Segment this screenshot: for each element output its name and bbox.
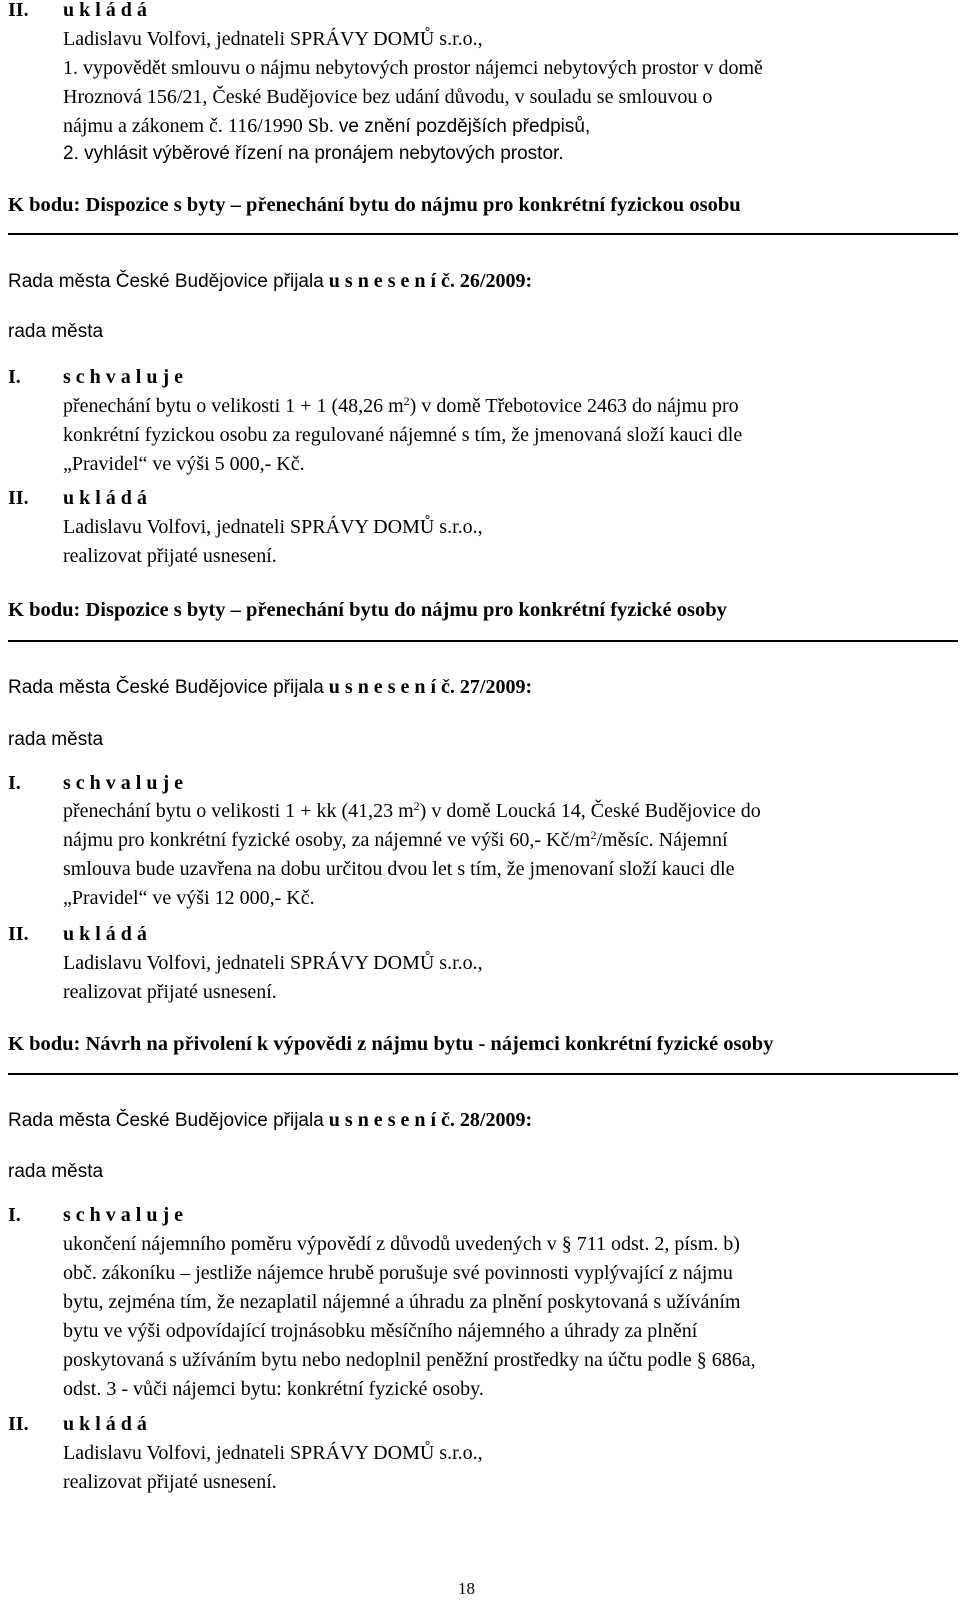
- text-run: nájmu pro konkrétní fyzické osoby, za nájemné ve výši 60,- Kč/m: [63, 829, 591, 851]
- text-run: /měsíc. Nájemní: [596, 829, 728, 851]
- resolution-intro: [8, 673, 532, 702]
- superscript: 2: [413, 799, 420, 813]
- section-heading: K bodu: Dispozice s byty – přenechání bytu do nájmu pro konkrétní fyzické osoby: [8, 599, 727, 621]
- item-text-line: [63, 797, 761, 825]
- resolution-action: u k l á d á: [63, 0, 147, 21]
- resolution-action: s c h v a l u j e: [63, 366, 183, 388]
- resolution-item-number: II.: [8, 923, 29, 945]
- intro-text: Rada města České Budějovice přijala: [8, 677, 324, 698]
- resolution-action: u k l á d á: [63, 1413, 147, 1435]
- section-divider: [8, 1073, 958, 1075]
- resolution-item-number: II.: [8, 487, 29, 509]
- resolution-action: s c h v a l u j e: [63, 772, 183, 794]
- council-label: rada města: [8, 729, 104, 750]
- item-text-sans: ve znění pozdějších předpisů,: [338, 116, 591, 137]
- item-text-line: bytu, zejména tím, že nezaplatil nájemné a úhradu za plnění poskytovaná s užíváním: [63, 1291, 741, 1313]
- item-text-line: „Pravidel“ ve výši 5 000,- Kč.: [63, 453, 305, 475]
- item-text-line: Hroznová 156/21, České Budějovice bez udání důvodu, v souladu se smlouvou o: [63, 86, 713, 108]
- item-text-line: [63, 392, 739, 420]
- resolution-number: č. 26/2009:: [441, 270, 533, 292]
- resolution-item-number: I.: [8, 772, 21, 794]
- addressee: Ladislavu Volfovi, jednateli SPRÁVY DOMŮ s.r.o.,: [63, 1442, 483, 1464]
- council-label: rada města: [8, 321, 104, 342]
- council-label: rada města: [8, 1161, 104, 1182]
- item-text-line: bytu ve výši odpovídající trojnásobku měsíčního nájemného a úhrady za plnění: [63, 1320, 698, 1342]
- page-number: 18: [458, 1579, 475, 1598]
- section-heading: K bodu: Dispozice s byty – přenechání bytu do nájmu pro konkrétní fyzickou osobu: [8, 194, 741, 216]
- resolution-number: č. 27/2009:: [441, 676, 533, 698]
- resolution-item-number: II.: [8, 0, 29, 21]
- item-text-line: [63, 112, 590, 141]
- text-run: ) v domě Třebotovice 2463 do nájmu pro: [409, 395, 739, 417]
- item-text-line: obč. zákoníku – jestliže nájemce hrubě porušuje své povinnosti vyplývající z nájmu: [63, 1262, 733, 1284]
- resolution-action: u k l á d á: [63, 923, 147, 945]
- resolution-number: č. 28/2009:: [441, 1109, 533, 1131]
- resolution-action: u k l á d á: [63, 487, 147, 509]
- resolution-item-number: II.: [8, 1413, 29, 1435]
- item-text-line: 1. vypovědět smlouvu o nájmu nebytových prostor nájemci nebytových prostor v domě: [63, 57, 763, 79]
- resolution-word: u s n e s e n í: [328, 270, 437, 292]
- resolution-item-number: I.: [8, 366, 21, 388]
- item-text-line: [63, 826, 728, 854]
- intro-text: Rada města České Budějovice přijala: [8, 271, 324, 292]
- item-text-line: odst. 3 - vůči nájemci bytu: konkrétní fyzické osoby.: [63, 1378, 484, 1400]
- item-text-line: „Pravidel“ ve výši 12 000,- Kč.: [63, 887, 315, 909]
- task-text: realizovat přijaté usnesení.: [63, 981, 277, 1003]
- superscript: 2: [590, 828, 597, 842]
- item-text-line: ukončení nájemního poměru výpovědí z důvodů uvedených v § 711 odst. 2, písm. b): [63, 1233, 740, 1255]
- resolution-item-number: I.: [8, 1204, 21, 1226]
- item-text-line: konkrétní fyzickou osobu za regulované nájemné s tím, že jmenovaná složí kauci dle: [63, 424, 743, 446]
- resolution-intro: [8, 1106, 532, 1135]
- resolution-word: u s n e s e n í: [328, 1109, 437, 1131]
- item-text-line: 2. vyhlásit výběrové řízení na pronájem nebytových prostor.: [63, 143, 564, 164]
- addressee: Ladislavu Volfovi, jednateli SPRÁVY DOMŮ s.r.o.,: [63, 28, 483, 50]
- addressee: Ladislavu Volfovi, jednateli SPRÁVY DOMŮ s.r.o.,: [63, 952, 483, 974]
- superscript: 2: [403, 394, 410, 408]
- task-text: realizovat přijaté usnesení.: [63, 1471, 277, 1493]
- intro-text: Rada města České Budějovice přijala: [8, 1110, 324, 1131]
- section-divider: [8, 233, 958, 235]
- item-text-line: poskytovaná s užíváním bytu nebo nedoplnil peněžní prostředky na účtu podle § 686a,: [63, 1349, 756, 1371]
- text-run: ) v domě Loucká 14, České Budějovice do: [419, 800, 761, 822]
- addressee: Ladislavu Volfovi, jednateli SPRÁVY DOMŮ s.r.o.,: [63, 516, 483, 538]
- section-heading: K bodu: Návrh na přivolení k výpovědi z nájmu bytu - nájemci konkrétní fyzické osoby: [8, 1033, 774, 1055]
- text-run: přenechání bytu o velikosti 1 + kk (41,23 m: [63, 800, 414, 822]
- resolution-action: s c h v a l u j e: [63, 1204, 183, 1226]
- item-text-line: smlouva bude uzavřena na dobu určitou dvou let s tím, že jmenovaní složí kauci dle: [63, 858, 735, 880]
- text-run: přenechání bytu o velikosti 1 + 1 (48,26 m: [63, 395, 404, 417]
- item-text: nájmu a zákonem č. 116/1990 Sb.: [63, 115, 334, 137]
- section-divider: [8, 640, 958, 642]
- task-text: realizovat přijaté usnesení.: [63, 545, 277, 567]
- resolution-intro: [8, 267, 532, 296]
- resolution-word: u s n e s e n í: [328, 676, 437, 698]
